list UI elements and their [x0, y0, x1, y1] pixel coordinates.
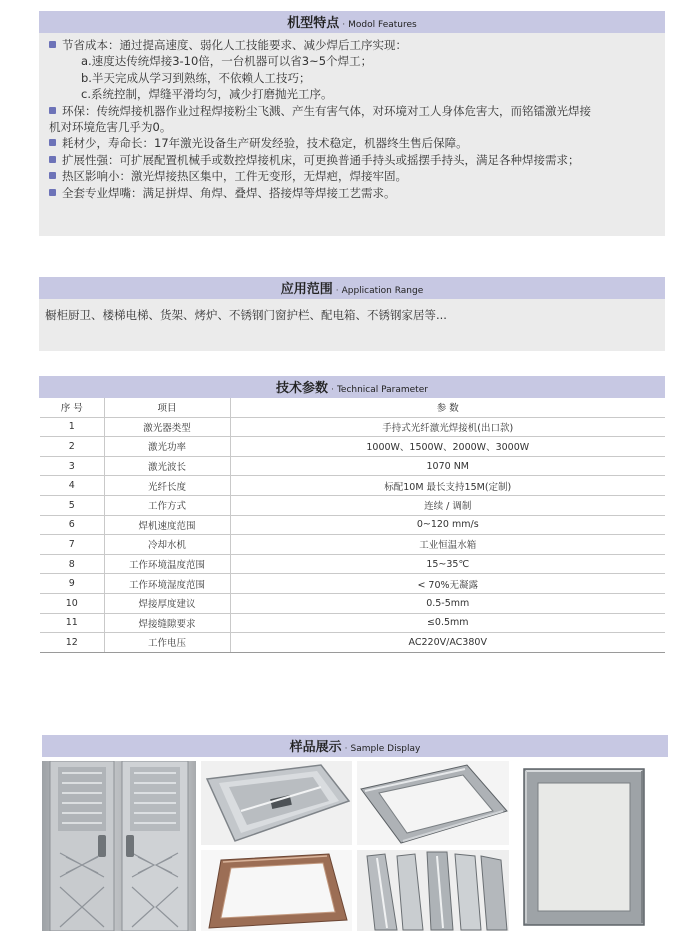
row-value: 连续 / 调制: [230, 495, 665, 515]
table-row: [40, 593, 665, 613]
row-value: 工业恒温水箱: [230, 535, 665, 555]
row-index: 2: [40, 437, 104, 457]
table-row: [40, 437, 665, 457]
application-panel: [39, 299, 665, 351]
row-value: 0.5-5mm: [230, 593, 665, 613]
bullet-icon: [49, 172, 56, 179]
feature-text: 热区影响小：激光焊接热区集中，工件无变形，无焊疤，焊接牢固。: [62, 169, 407, 184]
parameters-header: [39, 376, 665, 398]
row-index: 12: [40, 633, 104, 653]
features-panel: [39, 33, 665, 236]
column-header-value: 参 数: [230, 398, 665, 417]
row-item: 焊接厚度建议: [104, 593, 230, 613]
sample-photo-rose-frame: [201, 850, 352, 931]
table-header-row: [40, 398, 665, 417]
row-index: 11: [40, 613, 104, 633]
feature-text: 扩展性强：可扩展配置机械手或数控焊接机床，可更换普通手持头或摇摆手持头，满足各种焊接需求；: [62, 152, 580, 167]
samples-title: 样品展示: [289, 740, 342, 755]
row-value: 手持式光纤激光焊接机(出口款): [230, 417, 665, 437]
row-item: 焊机速度范围: [104, 515, 230, 535]
feature-item: [49, 103, 653, 119]
table-row: [40, 554, 665, 574]
row-value: 1000W、1500W、2000W、3000W: [230, 437, 665, 457]
bullet-icon: [49, 41, 56, 48]
feature-text: 节省成本：通过提高速度、弱化人工技能要求、减少焊后工序实现：: [62, 38, 407, 52]
row-value: 0~120 mm/s: [230, 515, 665, 535]
table-row: [40, 613, 665, 633]
feature-item: [49, 135, 653, 151]
features-list: [39, 33, 665, 201]
row-value: AC220V/AC380V: [230, 633, 665, 653]
parameters-table: [40, 398, 665, 653]
row-value: 1070 NM: [230, 456, 665, 476]
application-text: 橱柜厨卫、楼梯电梯、货架、烤炉、不锈钢门窗护栏、配电箱、不锈钢家居等...: [45, 308, 447, 322]
row-item: 焊接缝隙要求: [104, 613, 230, 633]
table-row: [40, 535, 665, 555]
title-separator: ·: [344, 744, 348, 754]
row-index: 3: [40, 456, 104, 476]
table-row: [40, 574, 665, 594]
samples-header: [42, 735, 668, 757]
row-value: 标配10M 最长支持15M(定制): [230, 476, 665, 496]
bullet-icon: [49, 107, 56, 114]
row-item: 激光器类型: [104, 417, 230, 437]
feature-text-continued: 机对环境危害几乎为0。: [49, 120, 172, 135]
samples-title-en: Sample Display: [350, 744, 421, 754]
bullet-icon: [49, 156, 56, 163]
bullet-icon: [49, 139, 56, 146]
feature-item: [49, 168, 653, 184]
row-index: 5: [40, 495, 104, 515]
row-item: 工作方式: [104, 495, 230, 515]
table-row: [40, 476, 665, 496]
sample-photo-door: [42, 761, 196, 931]
application-header: [39, 277, 665, 299]
table-row: [40, 417, 665, 437]
row-item: 激光波长: [104, 456, 230, 476]
row-index: 7: [40, 535, 104, 555]
title-separator: ·: [335, 286, 339, 296]
row-index: 10: [40, 593, 104, 613]
row-index: 9: [40, 574, 104, 594]
sample-photo-frame: [357, 761, 509, 845]
feature-item: [49, 37, 653, 53]
row-index: 4: [40, 476, 104, 496]
row-item: 冷却水机: [104, 535, 230, 555]
row-item: 工作环境湿度范围: [104, 574, 230, 594]
column-header-item: 项目: [104, 398, 230, 417]
row-item: 激光功率: [104, 437, 230, 457]
title-separator: ·: [342, 20, 346, 30]
title-separator: ·: [331, 385, 334, 395]
row-index: 6: [40, 515, 104, 535]
row-item: 工作电压: [104, 633, 230, 653]
feature-subitem: c.系统控制，焊缝平滑均匀，减少打磨抛光工序。: [81, 87, 333, 102]
parameters-title: 技术参数: [276, 381, 329, 396]
column-header-index: 序 号: [40, 398, 104, 417]
feature-text: 耗材少，寿命长：17年激光设备生产研发经验，技术稳定，机器终生售后保障。: [62, 136, 468, 151]
feature-text: 全套专业焊嘴：满足拼焊、角焊、叠焊、搭接焊等焊接工艺需求。: [62, 185, 396, 200]
application-title-en: Application Range: [341, 286, 424, 296]
application-title: 应用范围: [280, 282, 333, 297]
row-value: < 70%无凝露: [230, 574, 665, 594]
table-row: [40, 456, 665, 476]
row-index: 8: [40, 554, 104, 574]
table-row: [40, 515, 665, 535]
row-item: 光纤长度: [104, 476, 230, 496]
sample-photo-mirror-frame: [514, 761, 667, 931]
features-title-en: Modol Features: [348, 20, 417, 30]
feature-text: 环保：传统焊接机器作业过程焊接粉尘飞溅、产生有害气体，对环境对工人身体危害大，而铭镭激光焊接: [62, 103, 591, 118]
row-value: 15~35℃: [230, 554, 665, 574]
row-value: ≤0.5mm: [230, 613, 665, 633]
table-row: [40, 633, 665, 653]
features-title: 机型特点: [287, 16, 340, 31]
row-item: 工作环境温度范围: [104, 554, 230, 574]
table-row: [40, 495, 665, 515]
feature-subitem: a.速度达传统焊接3-10倍，一台机器可以省3~5个焊工；: [81, 54, 373, 69]
bullet-icon: [49, 189, 56, 196]
parameters-title-en: Technical Parameter: [336, 385, 428, 395]
sample-photo-channels: [357, 850, 509, 931]
feature-subitem: b.半天完成从学习到熟练，不依赖人工技巧；: [81, 70, 311, 85]
row-index: 1: [40, 417, 104, 437]
sample-photo-tray: [201, 761, 352, 845]
features-header: [39, 11, 665, 33]
feature-item: [49, 152, 653, 168]
feature-item: [49, 185, 653, 201]
